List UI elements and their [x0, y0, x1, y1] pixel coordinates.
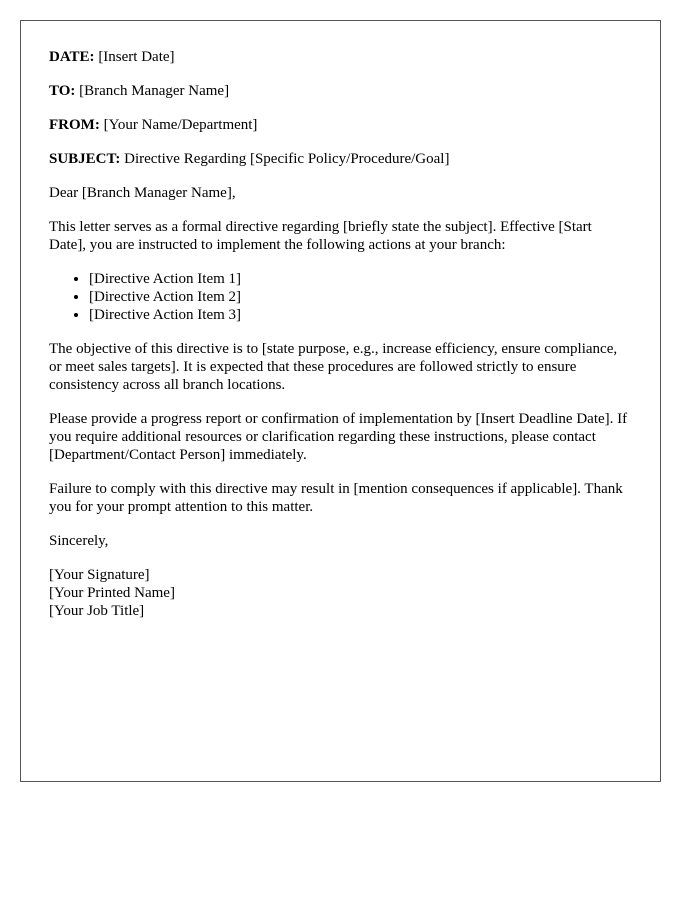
printed-name: [Your Printed Name]	[49, 585, 175, 601]
to-value: [Branch Manager Name]	[79, 83, 230, 99]
action-item: • [Directive Action Item 3]	[89, 306, 632, 324]
subject-value: Directive Regarding [Specific Policy/Procedure/Goal]	[124, 151, 450, 167]
salutation: Dear [Branch Manager Name],	[49, 185, 236, 201]
signature-block	[49, 566, 632, 620]
sign-off: Sincerely,	[49, 533, 109, 549]
date-value: [Insert Date]	[98, 49, 175, 65]
letter-page	[20, 20, 661, 782]
intro-paragraph: This letter serves as a formal directive regarding [briefly state the subject]. Effective [Start Date], you are instructed to implement the following actions at your branch:	[49, 219, 592, 253]
from-value: [Your Name/Department]	[103, 117, 258, 133]
from-line	[49, 116, 632, 134]
date-label: DATE:	[49, 49, 95, 65]
subject-label: SUBJECT:	[49, 151, 121, 167]
action-item: • [Directive Action Item 1]	[89, 270, 632, 288]
consequences-paragraph: Failure to comply with this directive may result in [mention consequences if applicable]. Thank you for your prompt attention to this matter.	[49, 481, 623, 515]
action-list	[49, 270, 632, 324]
to-label: TO:	[49, 83, 76, 99]
date-line	[49, 48, 632, 66]
subject-line	[49, 150, 632, 168]
objective-paragraph: The objective of this directive is to [state purpose, e.g., increase efficiency, ensure compliance, or meet sales targets]. It is expected that these procedures are followed strictly to ensure consistency across all branch locations.	[49, 341, 618, 393]
signature: [Your Signature]	[49, 567, 150, 583]
job-title: [Your Job Title]	[49, 603, 145, 619]
action-item: • [Directive Action Item 2]	[89, 288, 632, 306]
from-label: FROM:	[49, 117, 100, 133]
to-line	[49, 82, 632, 100]
report-paragraph: Please provide a progress report or confirmation of implementation by [Insert Deadline Date]. If you require additional resources or clarification regarding these instructions, please contact [Department/Contact Person] immediately.	[49, 411, 628, 463]
